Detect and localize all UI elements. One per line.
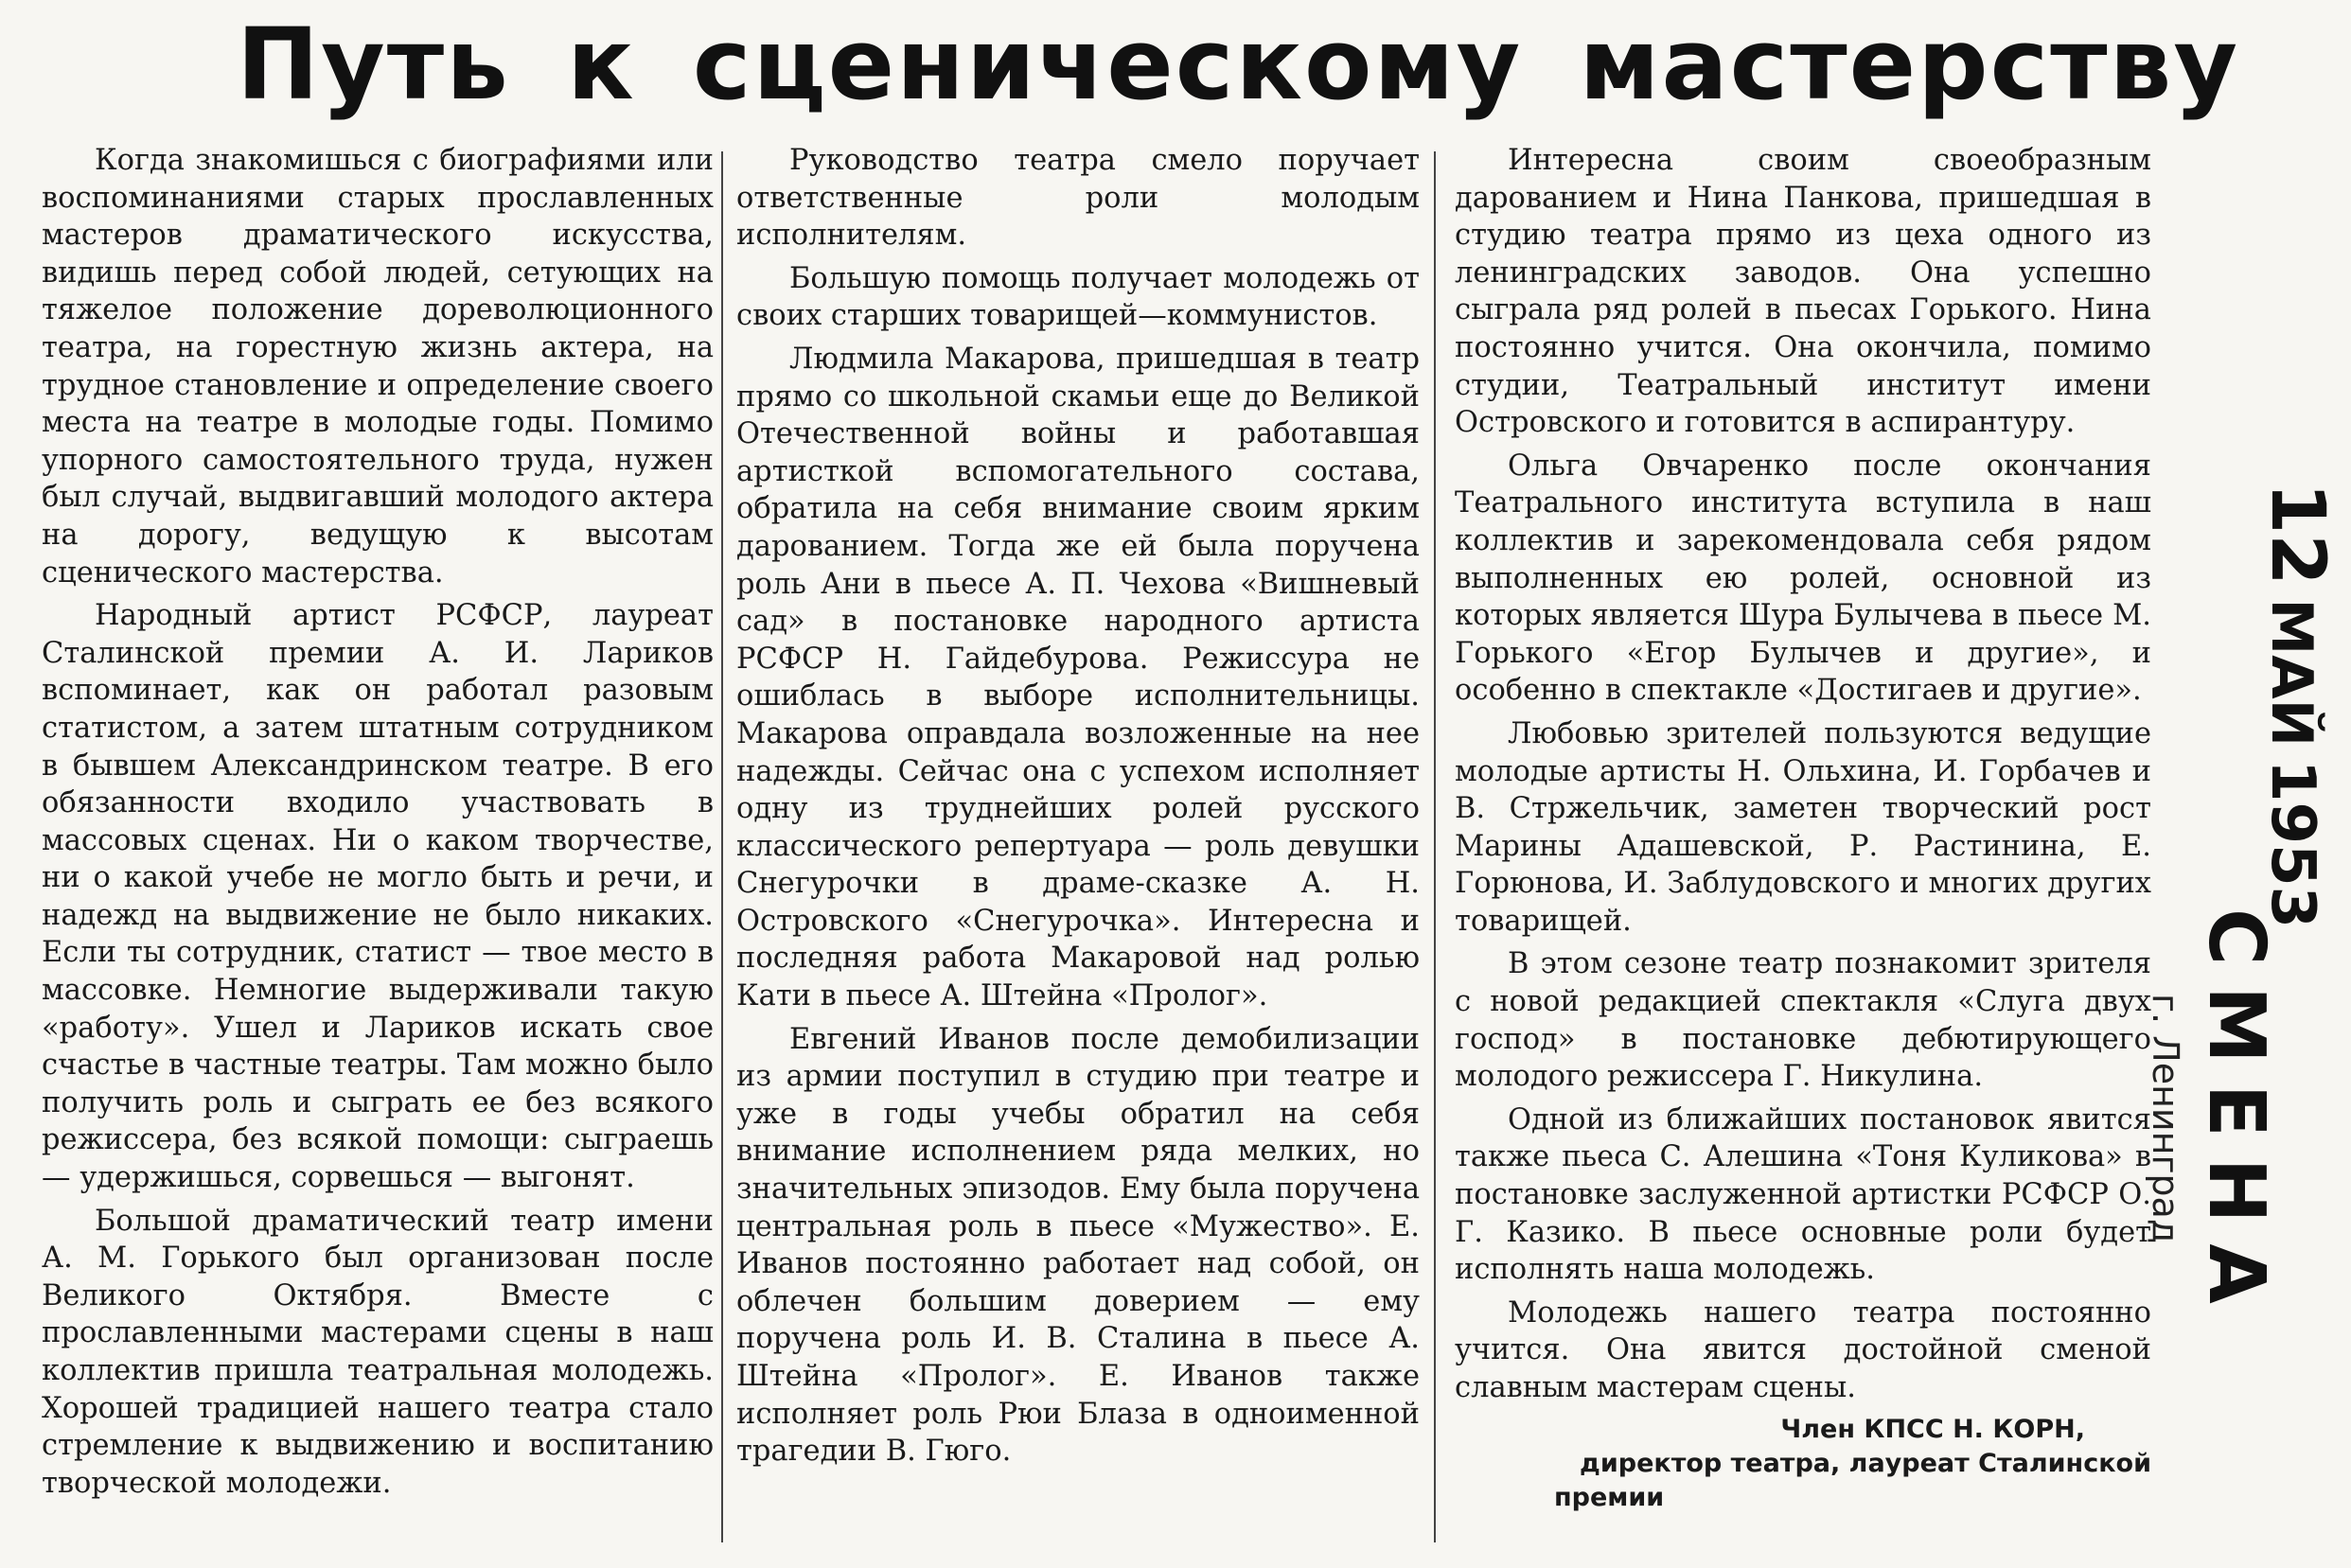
date-year: 1953 — [2257, 759, 2327, 929]
article-headline: Путь к сценическому мастерству — [237, 7, 2240, 122]
paragraph: Молодежь нашего театра постоянно учится. Она явится достойной сменой славным мастерам сцены. — [1455, 1295, 2151, 1404]
author-role: директор театра, лауреат Сталинской — [1580, 1448, 2151, 1478]
paragraph: Большой драматический театр имени А. М. Горького был организован после Великого Октября. Вместе с прославленными мастерами сцены в наш коллектив пришла театральная молодежь. Хорошей традицией нашего театра стало стремление к выдвижению и воспитанию творческой молодежи. — [42, 1204, 714, 1500]
source-city: г. Ленинград — [2145, 994, 2186, 1244]
source-date-stamp — [2251, 483, 2338, 928]
paragraph: Руководство театра смело поручает ответственные роли молодым исполнителям. — [736, 144, 1420, 253]
article-column-1 — [42, 142, 714, 1507]
article-column-3 — [1455, 142, 2151, 1515]
column-divider — [721, 151, 723, 1542]
paragraph: Евгений Иванов после демобилизации из армии поступил в студию при театре и уже в годы учебы обратил на себя внимание исполнением ряда мелких, но значительных эпизодов. Ему была поручена центральная роль в пьесе «Мужество». Е. Иванов постоянно работает над собой, он облечен большим доверием — ему поручена роль И. В. Сталина в пьесе А. Штейна «Пролог». Е. Иванов также исполняет роль Рюи Блаза в одноименной трагедии В. Гюго. — [736, 1022, 1420, 1469]
paragraph: Любовью зрителей пользуются ведущие молодые артисты Н. Ольхина, И. Горбачев и В. Стржельчик, заметен творческий рост Марины Адашевской, Р. Растинина, Е. Горюнова, И. Заблудовского и многих других товарищей. — [1455, 716, 2151, 938]
author-name: Член КПСС Н. КОРН, — [1780, 1414, 2085, 1444]
column-divider — [1434, 151, 1436, 1542]
paragraph: Людмила Макарова, пришедшая в театр прямо со школьной скамьи еще до Великой Отечественной войны и работавшая артисткой вспомогательного состава, обратила на себя внимание своим ярким дарованием. Тогда же ей была поручена роль Ани в пьесе А. П. Чехова «Вишневый сад» в постановке народного артиста РСФСР Н. Гайдебурова. Режиссура не ошиблась в выборе исполнительницы. Макарова оправдала возложенные на нее надежды. Сейчас она с успехом исполняет одну из труднейших ролей русского классического репертуара — роль девушки Снегурочки в драме-сказке А. Н. Островского «Снегурочка». Интересна и последняя работа Макаровой над ролью Кати в пьесе А. Штейна «Пролог». — [736, 342, 1420, 1013]
author-role-continued: премии — [1554, 1482, 1665, 1512]
paragraph: Когда знакомишься с биографиями или воспоминаниями старых прославленных мастеров драматического искусства, видишь перед собой людей, сетующих на тяжелое положение дореволюционного театра, на горестную жизнь актера, на трудное становление и определение своего места на театре в молодые годы. Помимо упорного самостоятельного труда, нужен был случай, выдвигавший молодого актера на дорогу, ведущую к высотам сценического мастерства. — [42, 144, 714, 590]
paragraph: Интересна своим своеобразным дарованием и Нина Панкова, пришедшая в студию театра прямо из цеха одного из ленинградских заводов. Она успешно сыграла ряд ролей в пьесах Горького. Нина постоянно учится. Она окончила, помимо студии, Театральный институт имени Островского и готовится в аспирантуру. — [1455, 144, 2151, 440]
author-signature — [1455, 1413, 2151, 1515]
article-column-2 — [736, 142, 1420, 1476]
paragraph: Одной из ближайших постановок явится также пьеса С. Алешина «Тоня Куликова» в постановке заслуженной артистки РСФСР О. Г. Казико. В пьесе основные роли будет исполнять наша молодежь. — [1455, 1102, 2151, 1287]
paragraph: В этом сезоне театр познакомит зрителя с новой редакцией спектакля «Слуга двух господ» в постановке дебютирующего молодого режиссера Г. Никулина. — [1455, 947, 2151, 1094]
paragraph: Ольга Овчаренко после окончания Театрального института вступила в наш коллектив и зарекомендовала себя рядом выполненных ею ролей, основной из которых является Шура Булычева в пьесе М. Горького «Егор Булычев и другие», и особенно в спектакле «Достигаев и другие». — [1455, 449, 2151, 708]
source-newspaper-name: СМЕНА — [2191, 908, 2281, 1325]
date-month: МАЙ — [2258, 598, 2324, 747]
date-day: 12 — [2254, 483, 2340, 586]
paragraph: Народный артист РСФСР, лауреат Сталинской премии А. И. Лариков вспоминает, как он работал разовым статистом, а затем штатным сотрудником в бывшем Александринском театре. В его обязанности входило участвовать в массовых сценах. Ни о каком творчестве, ни о какой учебе не могло быть и речи, и надежд на выдвижение не было никаких. Если ты сотрудник, статист — твое место в массовке. Немногие выдерживали такую «работу». Ушел и Лариков искать свое счастье в частные театры. Там можно было получить роль и сыграть ее без всякого режиссера, без всякой помощи: сыграешь — удержишься, сорвешься — выгонят. — [42, 599, 714, 1195]
paragraph: Большую помощь получает молодежь от своих старших товарищей—коммунистов. — [736, 261, 1420, 333]
